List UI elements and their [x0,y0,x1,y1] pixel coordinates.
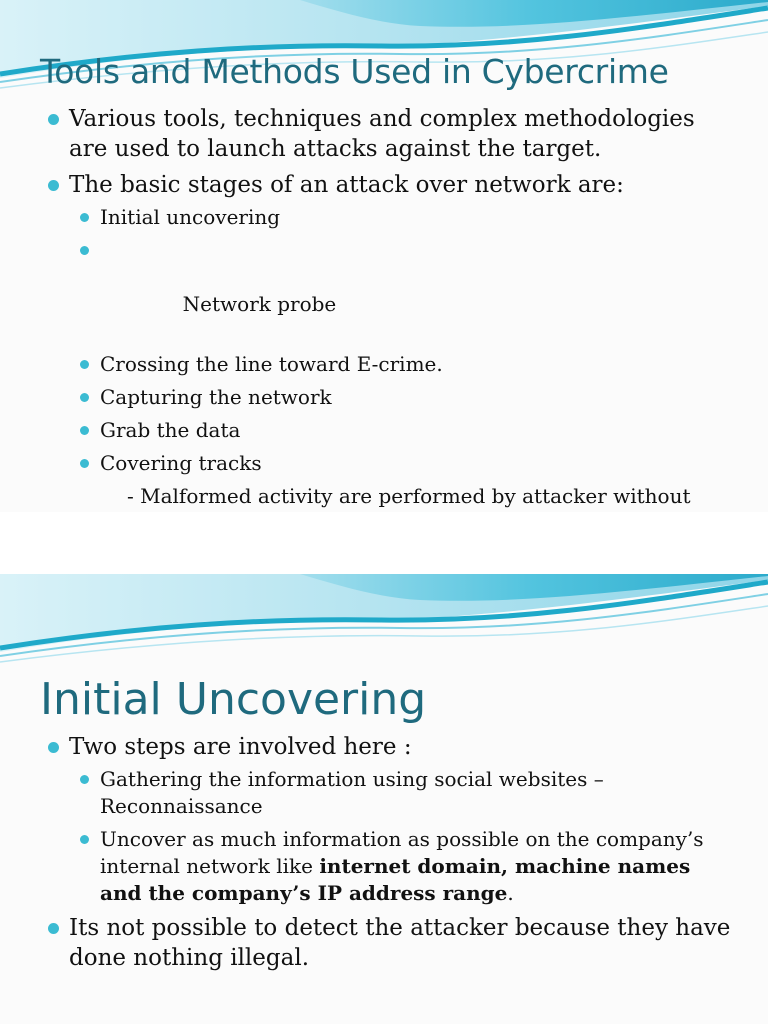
sub-bullet-item [46,766,738,820]
sub-bullet-text: Initial uncovering [100,205,281,229]
bullet-item [46,913,738,973]
bullet-item [46,170,738,537]
bullet-text: Its not possible to detect the attacker because they have done nothing illegal. [69,915,731,971]
bullet-dot-icon [80,426,89,435]
bullet-text: Various tools, techniques and complex methodologies are used to launch attacks against the target. [69,106,695,162]
sub-bullet-item [46,204,738,231]
wave-header-decoration [0,574,768,664]
sub-bullet-text: Network probe [176,292,337,316]
sub-bullet-item [46,351,738,378]
sub-bullet-item [46,826,738,907]
bullet-dot-icon [80,393,89,402]
sub-bullet-list [46,204,738,477]
bullet-dot-icon [80,775,89,784]
slide-title: Tools and Methods Used in Cybercrime [40,52,669,91]
sub-bullet-text: Grab the data [100,418,241,442]
sub-bullet-text: Crossing the line toward E-crime. [100,352,443,376]
bold-highlight: internet domain, machine names and the company’s IP address range [100,854,691,905]
slide-separator [0,512,768,574]
bullet-dot-icon [48,180,59,191]
bullet-dot-icon [48,923,59,934]
bullet-dot-icon [80,213,89,222]
bullet-item [46,732,738,907]
bullet-dot-icon [80,246,89,255]
bullet-item [46,104,738,164]
slide-title: Initial Uncovering [40,674,427,725]
slide-body [46,732,738,979]
bullet-text: Two steps are involved here : [69,734,412,760]
bullet-text: The basic stages of an attack over network are: [69,172,624,198]
sub-bullet-item [46,450,738,477]
bullet-dot-icon [48,742,59,753]
sub-bullet-list [46,766,738,907]
note-text: - Malformed activity are performed by attacker without [127,484,691,508]
sub-bullet-item [46,417,738,444]
sub-bullet-text: Covering tracks [100,451,262,475]
sub-bullet-text: Gathering the information using social websites – Reconnaissance [100,767,604,818]
bullet-dot-icon [80,360,89,369]
slide-body [46,104,738,543]
sub-bullet-item [46,237,738,345]
sub-bullet-text: Uncover as much information as possible on the company’s internal network like internet domain, machine names and the company’s IP address range. [100,827,704,905]
bullet-dot-icon [80,459,89,468]
bullet-dot-icon [80,835,89,844]
sub-bullet-item [46,384,738,411]
bullet-dot-icon [48,114,59,125]
sub-bullet-text: Capturing the network [100,385,332,409]
slide-initial-uncovering [0,574,768,1024]
